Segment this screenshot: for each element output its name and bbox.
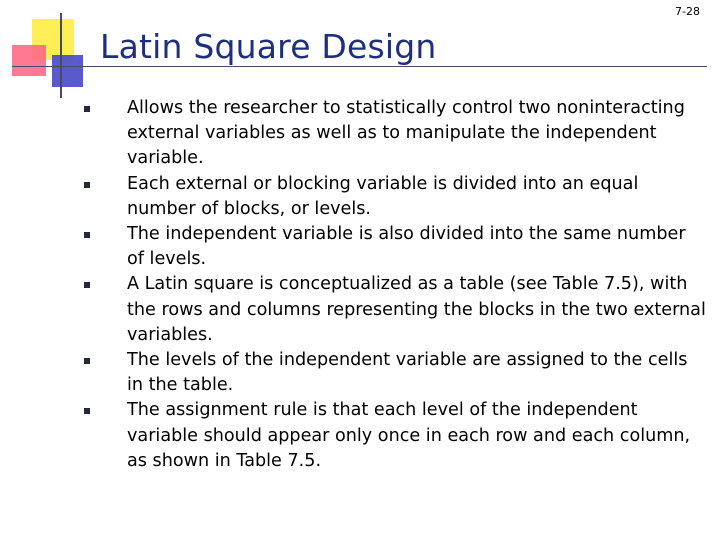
bullet-text: The independent variable is also divided into the same number of levels.	[127, 224, 686, 270]
decorative-blue-square	[52, 55, 83, 87]
square-bullet-icon	[84, 282, 90, 288]
square-bullet-icon	[84, 182, 90, 188]
bullet-item	[84, 348, 706, 398]
decorative-red-square	[12, 45, 46, 76]
bullet-text: Each external or blocking variable is divided into an equal number of blocks, or levels.	[127, 173, 639, 219]
bullet-item	[84, 272, 706, 348]
bullet-text: The levels of the independent variable are assigned to the cells in the table.	[127, 350, 688, 396]
bullet-item	[84, 222, 706, 272]
slide-number: 7-28	[675, 5, 700, 18]
square-bullet-icon	[84, 408, 90, 414]
bullet-item	[84, 96, 706, 172]
decorative-vertical-line	[60, 13, 62, 98]
square-bullet-icon	[84, 232, 90, 238]
square-bullet-icon	[84, 358, 90, 364]
bullet-text: Allows the researcher to statistically control two noninteracting external variables as well as to manipulate the independent variable.	[127, 98, 685, 169]
square-bullet-icon	[84, 106, 90, 112]
bullet-item	[84, 398, 706, 474]
decorative-horizontal-line	[12, 66, 707, 67]
bullet-text: The assignment rule is that each level of the independent variable should appear only once in each row and each column, as shown in Table 7.5.	[127, 400, 691, 471]
bullet-text: A Latin square is conceptualized as a table (see Table 7.5), with the rows and columns representing the blocks in the two external variables.	[127, 274, 706, 345]
bullet-item	[84, 172, 706, 222]
bullet-list	[84, 96, 706, 474]
slide-title: Latin Square Design	[100, 27, 437, 66]
